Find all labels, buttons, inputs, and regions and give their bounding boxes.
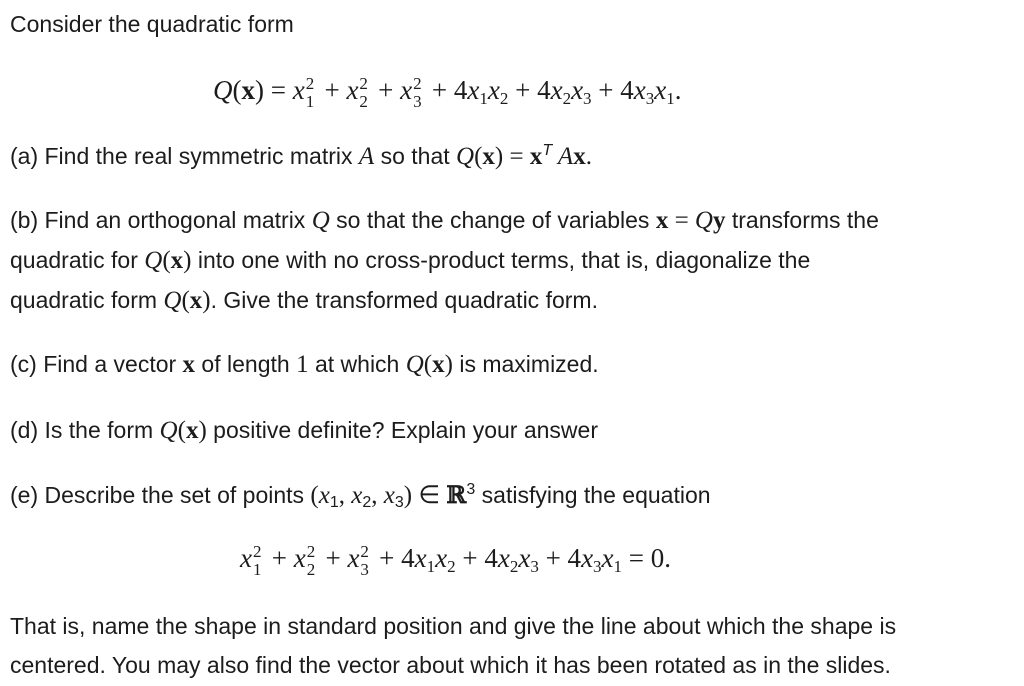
part-b-line-1: (b) Find an orthogonal matrix Q so that the change of variables x = Qy transforms the [10, 207, 879, 234]
part-a: (a) Find the real symmetric matrix A so that $Q(x) = x^T$ Ax. [10, 142, 592, 170]
part-c: (c) Find a vector x of length 1 at which Q(x) is maximized. [10, 351, 599, 378]
part-a-text-1: (a) Find the real symmetric matrix [10, 143, 359, 169]
part-d: (d) Is the form Q(x) positive definite? Explain your answer [10, 417, 598, 444]
part-a-text-2: so that [374, 143, 457, 169]
length-value: 1 [296, 351, 309, 378]
part-e: (e) Describe the set of points ($x_1$, $x_2$, $x_3$) ∈ ℝ$^3$ satisfying the equation [10, 480, 711, 511]
closing-line-1: That is, name the shape in standard position and give the line about which the shape is [10, 613, 897, 639]
intro-text: Consider the quadratic form [10, 11, 294, 37]
display-equation-quadratic-form: Q(x) = x 2 1 + x 2 2 + x 2 3 + $4x_1x_2 + 4x_2x_3 + 4x_3x_1$. [213, 73, 682, 111]
display-equation-zero-set: x 2 1 + x 2 2 + x 2 3 + $4x_1x_2 + 4x_2x_3 + 4x_3x_1 = 0$. [240, 541, 672, 579]
closing-line-2: centered. You may also find the vector about which it has been rotated as in the slides. [10, 652, 891, 678]
matrix-A-symbol: A [358, 143, 375, 170]
part-b-line-3: quadratic form Q(x). Give the transformed quadratic form. [10, 287, 598, 314]
part-b-line-2: quadratic for Q(x) into one with no cross-product terms, that is, diagonalize the [10, 247, 811, 274]
